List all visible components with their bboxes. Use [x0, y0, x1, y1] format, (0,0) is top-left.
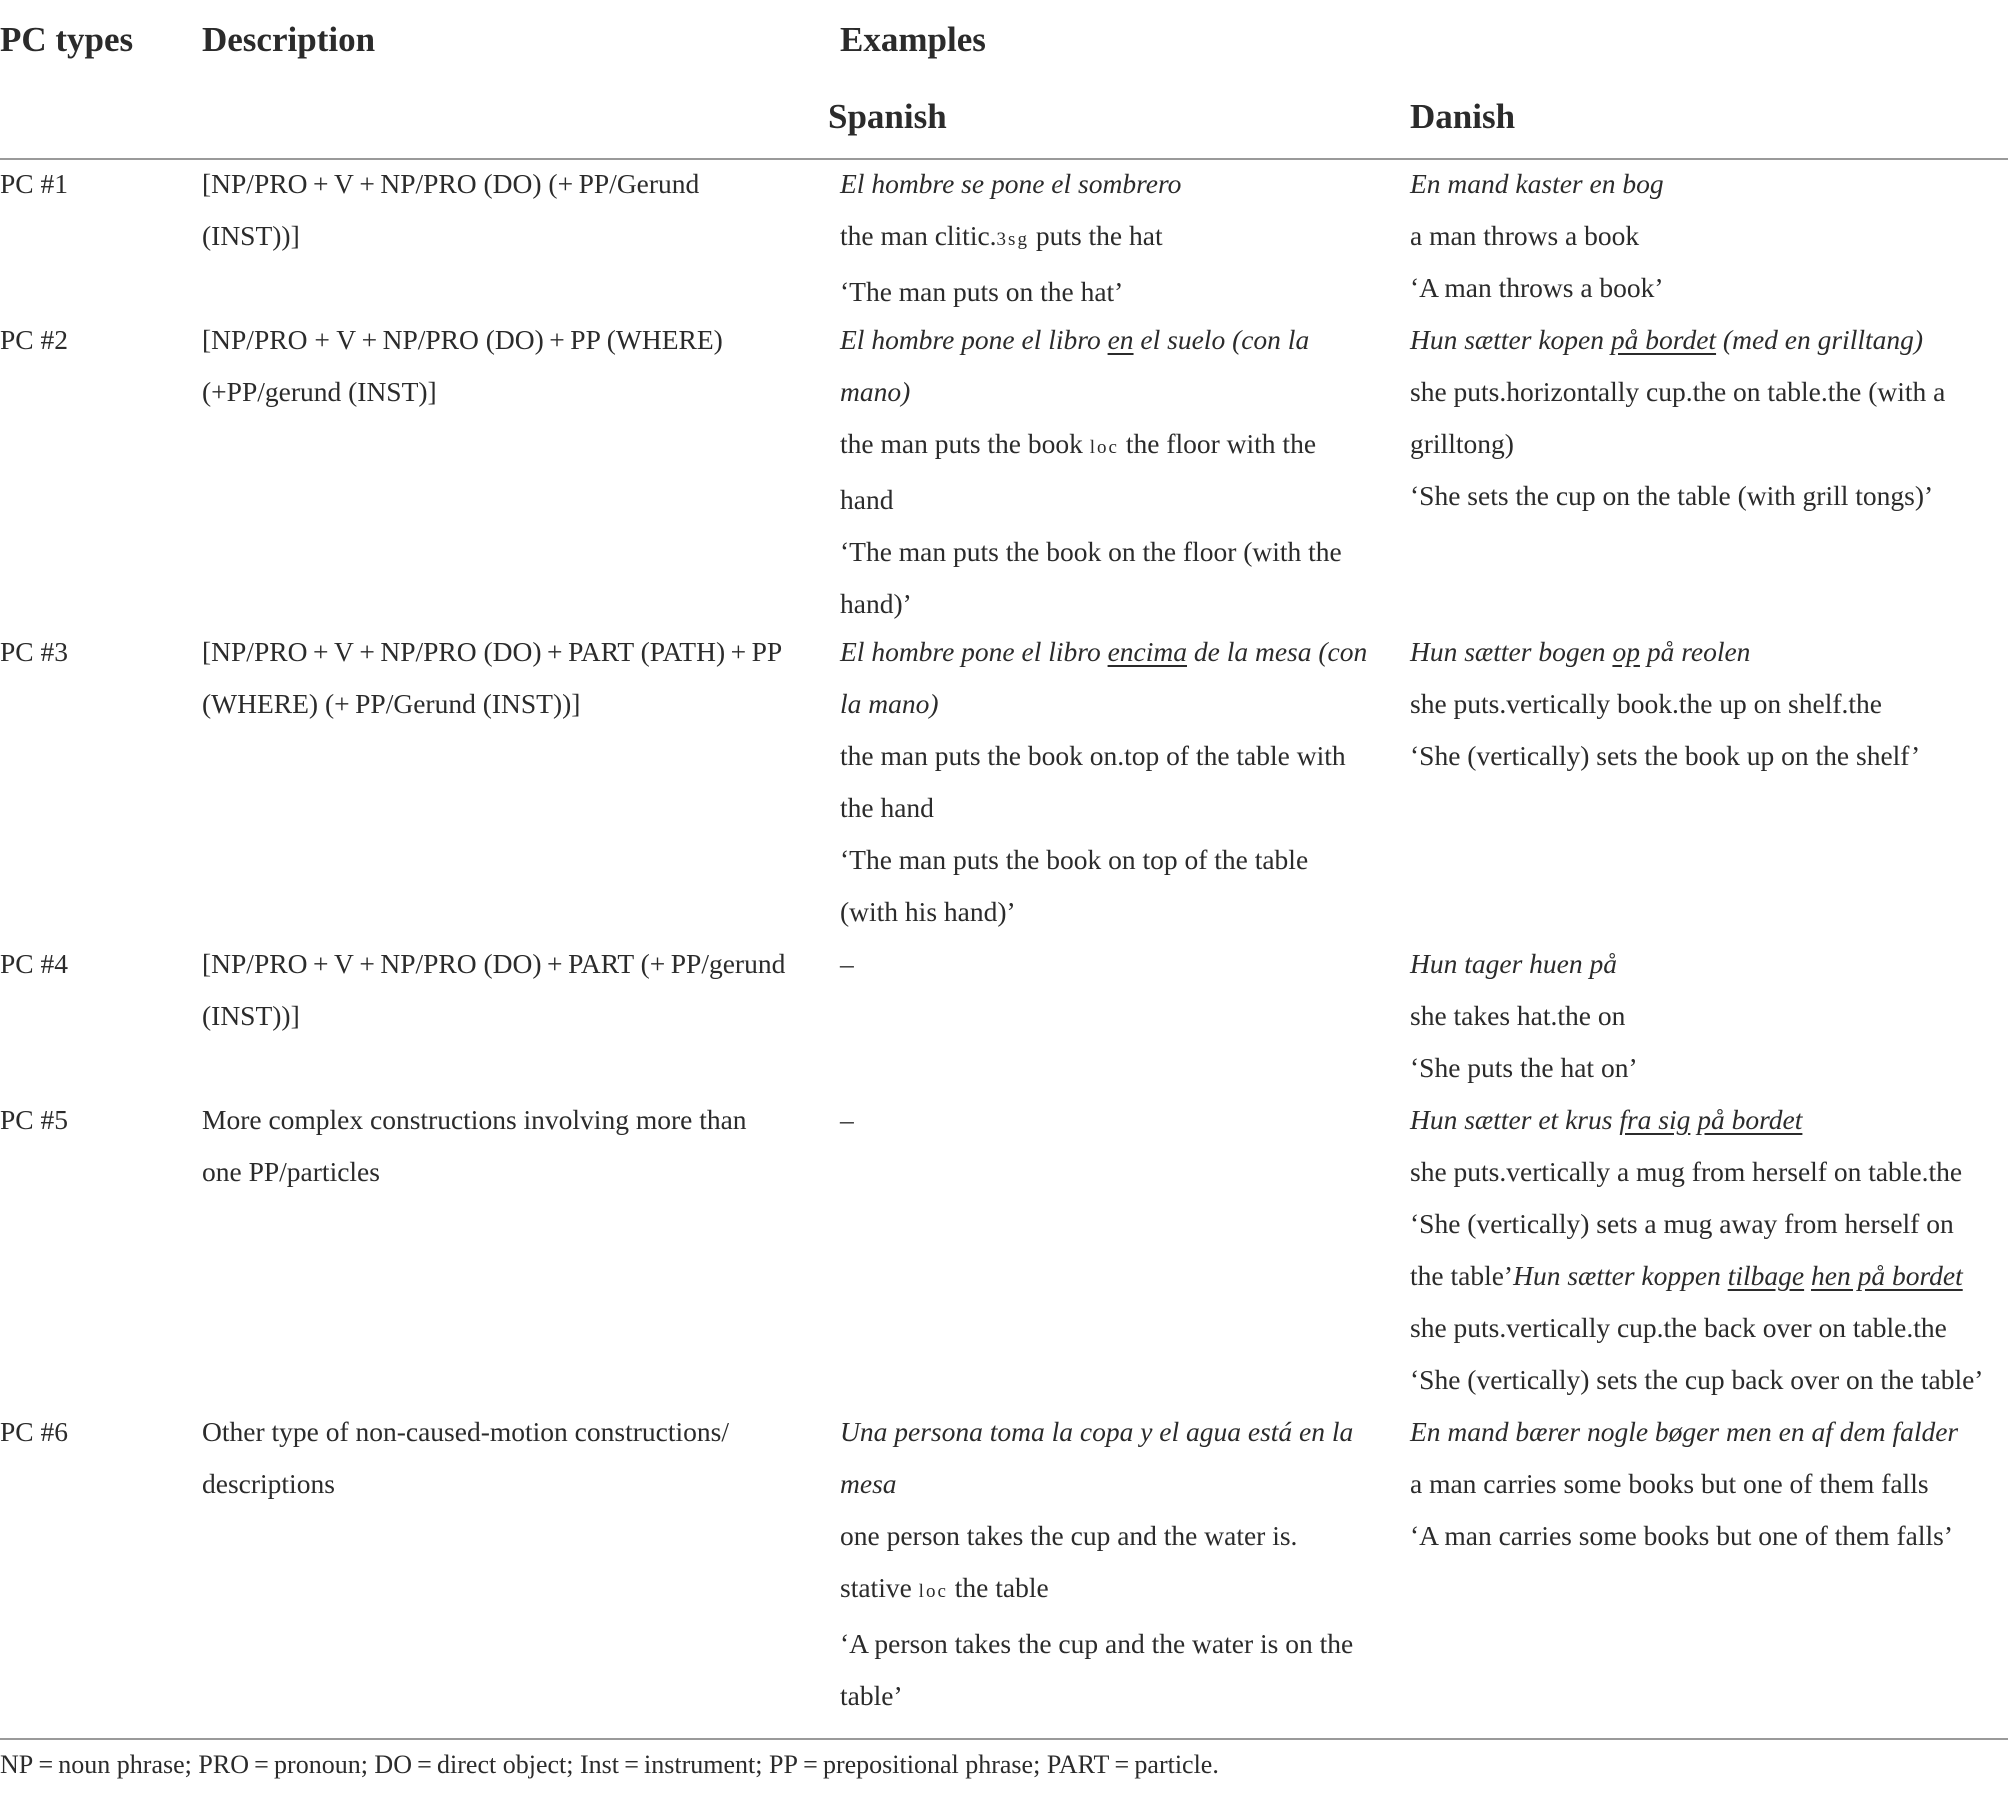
header-danish: Danish [1410, 97, 1516, 136]
row-6-type: PC #6 [0, 1416, 69, 1447]
row-4-danish: Hun tager huen på she takes hat.the on ‘She puts the hat on’ [1410, 948, 1638, 1083]
row-2-type: PC #2 [0, 324, 69, 355]
header-description: Description [202, 20, 376, 59]
header-examples: Examples [840, 20, 986, 59]
row-3-danish: Hun sætter bogen op på reolen she puts.vertically book.the up on shelf.the ‘She (vertically) sets the book up on the shelf’ [1410, 636, 1921, 771]
row-3-type: PC #3 [0, 636, 69, 667]
row-1-type: PC #1 [0, 168, 69, 199]
row-2-spanish: El hombre pone el libro en el suelo (con la mano) the man puts the book loc the floor with the hand ‘The man puts the book on the floor (with the hand)’ [840, 324, 1342, 619]
row-4-description: [NP/PRO + V + NP/PRO (DO) + PART (+ PP/gerund (INST))] [202, 948, 786, 1031]
row-6-description: Other type of non-caused-motion constructions/ descriptions [202, 1416, 729, 1499]
row-5-danish: Hun sætter et krus fra sig på bordet she puts.vertically a mug from herself on table.the ‘She (vertically) sets a mug away from herself on the table’Hun sætter koppen tilbage hen på bordet she puts.vertically cup.the back over on table.the ‘She (vertically) sets the cup back over on the table’ [1410, 1104, 1984, 1395]
row-1-description: [NP/PRO + V + NP/PRO (DO) (+ PP/Gerund (INST))] [202, 168, 700, 251]
row-6-danish: En mand bærer nogle bøger men en af dem falder a man carries some books but one of them falls ‘A man carries some books but one of them falls’ [1410, 1416, 1959, 1551]
row-3-spanish: El hombre pone el libro encima de la mesa (con la mano) the man puts the book on.top of the table with the hand ‘The man puts the book on top of the table (with his hand)’ [840, 636, 1368, 927]
table-footnote: NP = noun phrase; PRO = pronoun; DO = direct object; Inst = instrument; PP = prepositional phrase; PART = particle. [0, 1750, 1219, 1779]
row-1-spanish: El hombre se pone el sombrero the man clitic.3sg puts the hat ‘The man puts on the hat’ [840, 168, 1182, 307]
row-3-description: [NP/PRO + V + NP/PRO (DO) + PART (PATH) + PP (WHERE) (+ PP/Gerund (INST))] [202, 636, 783, 719]
row-4-type: PC #4 [0, 948, 69, 979]
row-1-danish: En mand kaster en bog a man throws a book ‘A man throws a book’ [1410, 168, 1664, 303]
footer-rule [0, 1738, 2008, 1740]
header-pc-types: PC types [0, 20, 134, 59]
row-5-description: More complex constructions involving more than one PP/particles [202, 1104, 747, 1187]
header-spanish: Spanish [828, 97, 947, 136]
row-4-spanish: – [840, 948, 854, 979]
row-6-spanish: Una persona toma la copa y el agua está en la mesa one person takes the cup and the water is. stative loc the table ‘A person takes the cup and the water is on the table’ [840, 1416, 1354, 1711]
row-2-danish: Hun sætter kopen på bordet (med en grilltang) she puts.horizontally cup.the on table.the (with a grilltong) ‘She sets the cup on the table (with grill tongs)’ [1410, 324, 1946, 511]
row-2-description: [NP/PRO + V + NP/PRO (DO) + PP (WHERE) (+PP/gerund (INST)] [202, 324, 723, 407]
row-5-type: PC #5 [0, 1104, 69, 1135]
row-5-spanish: – [840, 1104, 854, 1135]
